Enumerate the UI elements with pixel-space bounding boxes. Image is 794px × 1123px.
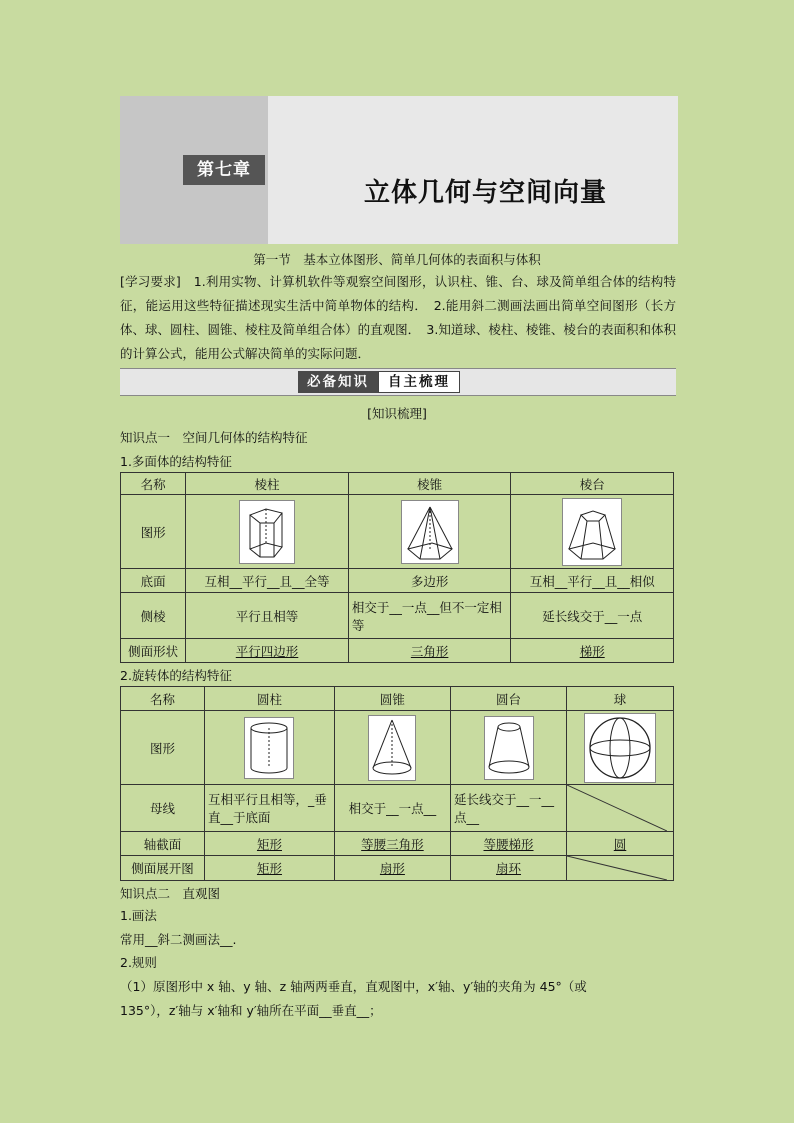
- sub-heading: [知识梳理]: [367, 406, 427, 421]
- table-cell: 延长线交于__一点: [511, 593, 674, 639]
- section-title: 第一节 基本立体图形、简单几何体的表面积与体积: [253, 252, 541, 267]
- row-label: 母线: [121, 785, 205, 832]
- table-cell: 等腰梯形: [450, 832, 566, 856]
- table-cell: 扇环: [450, 856, 566, 881]
- table-header: 球: [567, 687, 674, 711]
- frustum-cone-figure-cell: [450, 711, 566, 785]
- row-label: 侧面形状: [121, 639, 186, 663]
- table-cell: 平行且相等: [186, 593, 349, 639]
- kp1-heading: 知识点一 空间几何体的结构特征: [120, 430, 308, 445]
- kp1-sub1: 1.多面体的结构特征: [120, 454, 232, 469]
- table-cell: 相交于__一点__: [334, 785, 450, 832]
- cylinder-figure-cell: [205, 711, 335, 785]
- kp2-method-heading: 1.画法: [120, 908, 157, 923]
- table-cell: 圆: [567, 832, 674, 856]
- row-label: 侧面展开图: [121, 856, 205, 881]
- table-cell: 等腰三角形: [334, 832, 450, 856]
- cylinder-figure: [244, 717, 294, 779]
- table-header: 棱柱: [186, 473, 349, 495]
- polyhedron-table: [120, 472, 674, 663]
- row-label: 底面: [121, 569, 186, 593]
- cone-figure-cell: [334, 711, 450, 785]
- kp1-sub2: 2.旋转体的结构特征: [120, 668, 232, 683]
- prism-figure-cell: [186, 495, 349, 569]
- table-cell: 矩形: [205, 856, 335, 881]
- row-label: 图形: [121, 495, 186, 569]
- table-header: 名称: [121, 473, 186, 495]
- banner-right-label: 自主梳理: [378, 371, 460, 393]
- frustum-figure: [562, 498, 622, 566]
- table-cell: 梯形: [511, 639, 674, 663]
- pyramid-figure-cell: [348, 495, 511, 569]
- cone-figure: [368, 715, 416, 781]
- pyramid-figure: [401, 500, 459, 564]
- rule1-line1: （1）原图形中 x 轴、y 轴、z 轴两两垂直，直观图中，x′轴、y′轴的夹角为 45°（或: [120, 979, 587, 994]
- table-cell: 多边形: [348, 569, 511, 593]
- table-header: 名称: [121, 687, 205, 711]
- table-cell: 平行四边形: [186, 639, 349, 663]
- kp2-method-text: 常用__斜二测画法__.: [120, 932, 237, 947]
- table-cell: 互相__平行__且__相似: [511, 569, 674, 593]
- table-cell: 相交于__一点__但不一定相等: [348, 593, 511, 639]
- diagonal-line: [567, 785, 667, 831]
- kp2-rules-heading: 2.规则: [120, 955, 157, 970]
- sphere-figure-cell: [567, 711, 674, 785]
- prism-figure: [239, 500, 295, 564]
- banner-left-label: 必备知识: [298, 371, 378, 393]
- table-header: 棱台: [511, 473, 674, 495]
- kp2-heading: 知识点二 直观图: [120, 886, 221, 901]
- section-banner: [120, 368, 676, 396]
- table-cell: 互相平行且相等，_垂直__于底面: [205, 785, 335, 832]
- row-label: 侧棱: [121, 593, 186, 639]
- chapter-badge: 第七章: [183, 155, 265, 185]
- learning-requirements: [学习要求] 1.利用实物、计算机软件等观察空间图形，认识柱、锥、台、球及简单组合体的结构特征，能运用这些特征描述现实生活中简单物体的结构． 2.能用斜二测画法画出简单空间图形（长方体、球、圆柱、圆锥、棱柱及简单组合体）的直观图． 3.知道球、棱柱、棱锥、棱台的表面积和体积的计算公式，能用公式解决简单的实际问题．: [120, 274, 676, 361]
- table-header: 圆台: [450, 687, 566, 711]
- empty-cell: [567, 785, 674, 832]
- table-cell: 扇形: [334, 856, 450, 881]
- table-header: 圆柱: [205, 687, 335, 711]
- rule1-line2: 135°），z′轴与 x′轴和 y′轴所在平面__垂直__；: [120, 1003, 382, 1018]
- row-label: 图形: [121, 711, 205, 785]
- sphere-figure: [584, 713, 656, 783]
- table-cell: 互相__平行__且__全等: [186, 569, 349, 593]
- table-cell: 矩形: [205, 832, 335, 856]
- table-cell: 延长线交于__一__点__: [450, 785, 566, 832]
- table-header: 棱锥: [348, 473, 511, 495]
- table-header: 圆锥: [334, 687, 450, 711]
- frustum-cone-figure: [484, 716, 534, 780]
- row-label: 轴截面: [121, 832, 205, 856]
- frustum-figure-cell: [511, 495, 674, 569]
- chapter-title: 立体几何与空间向量: [364, 178, 608, 208]
- empty-cell: [567, 856, 674, 881]
- diagonal-line: [567, 856, 667, 880]
- table-cell: 三角形: [348, 639, 511, 663]
- rotation-body-table: [120, 686, 674, 881]
